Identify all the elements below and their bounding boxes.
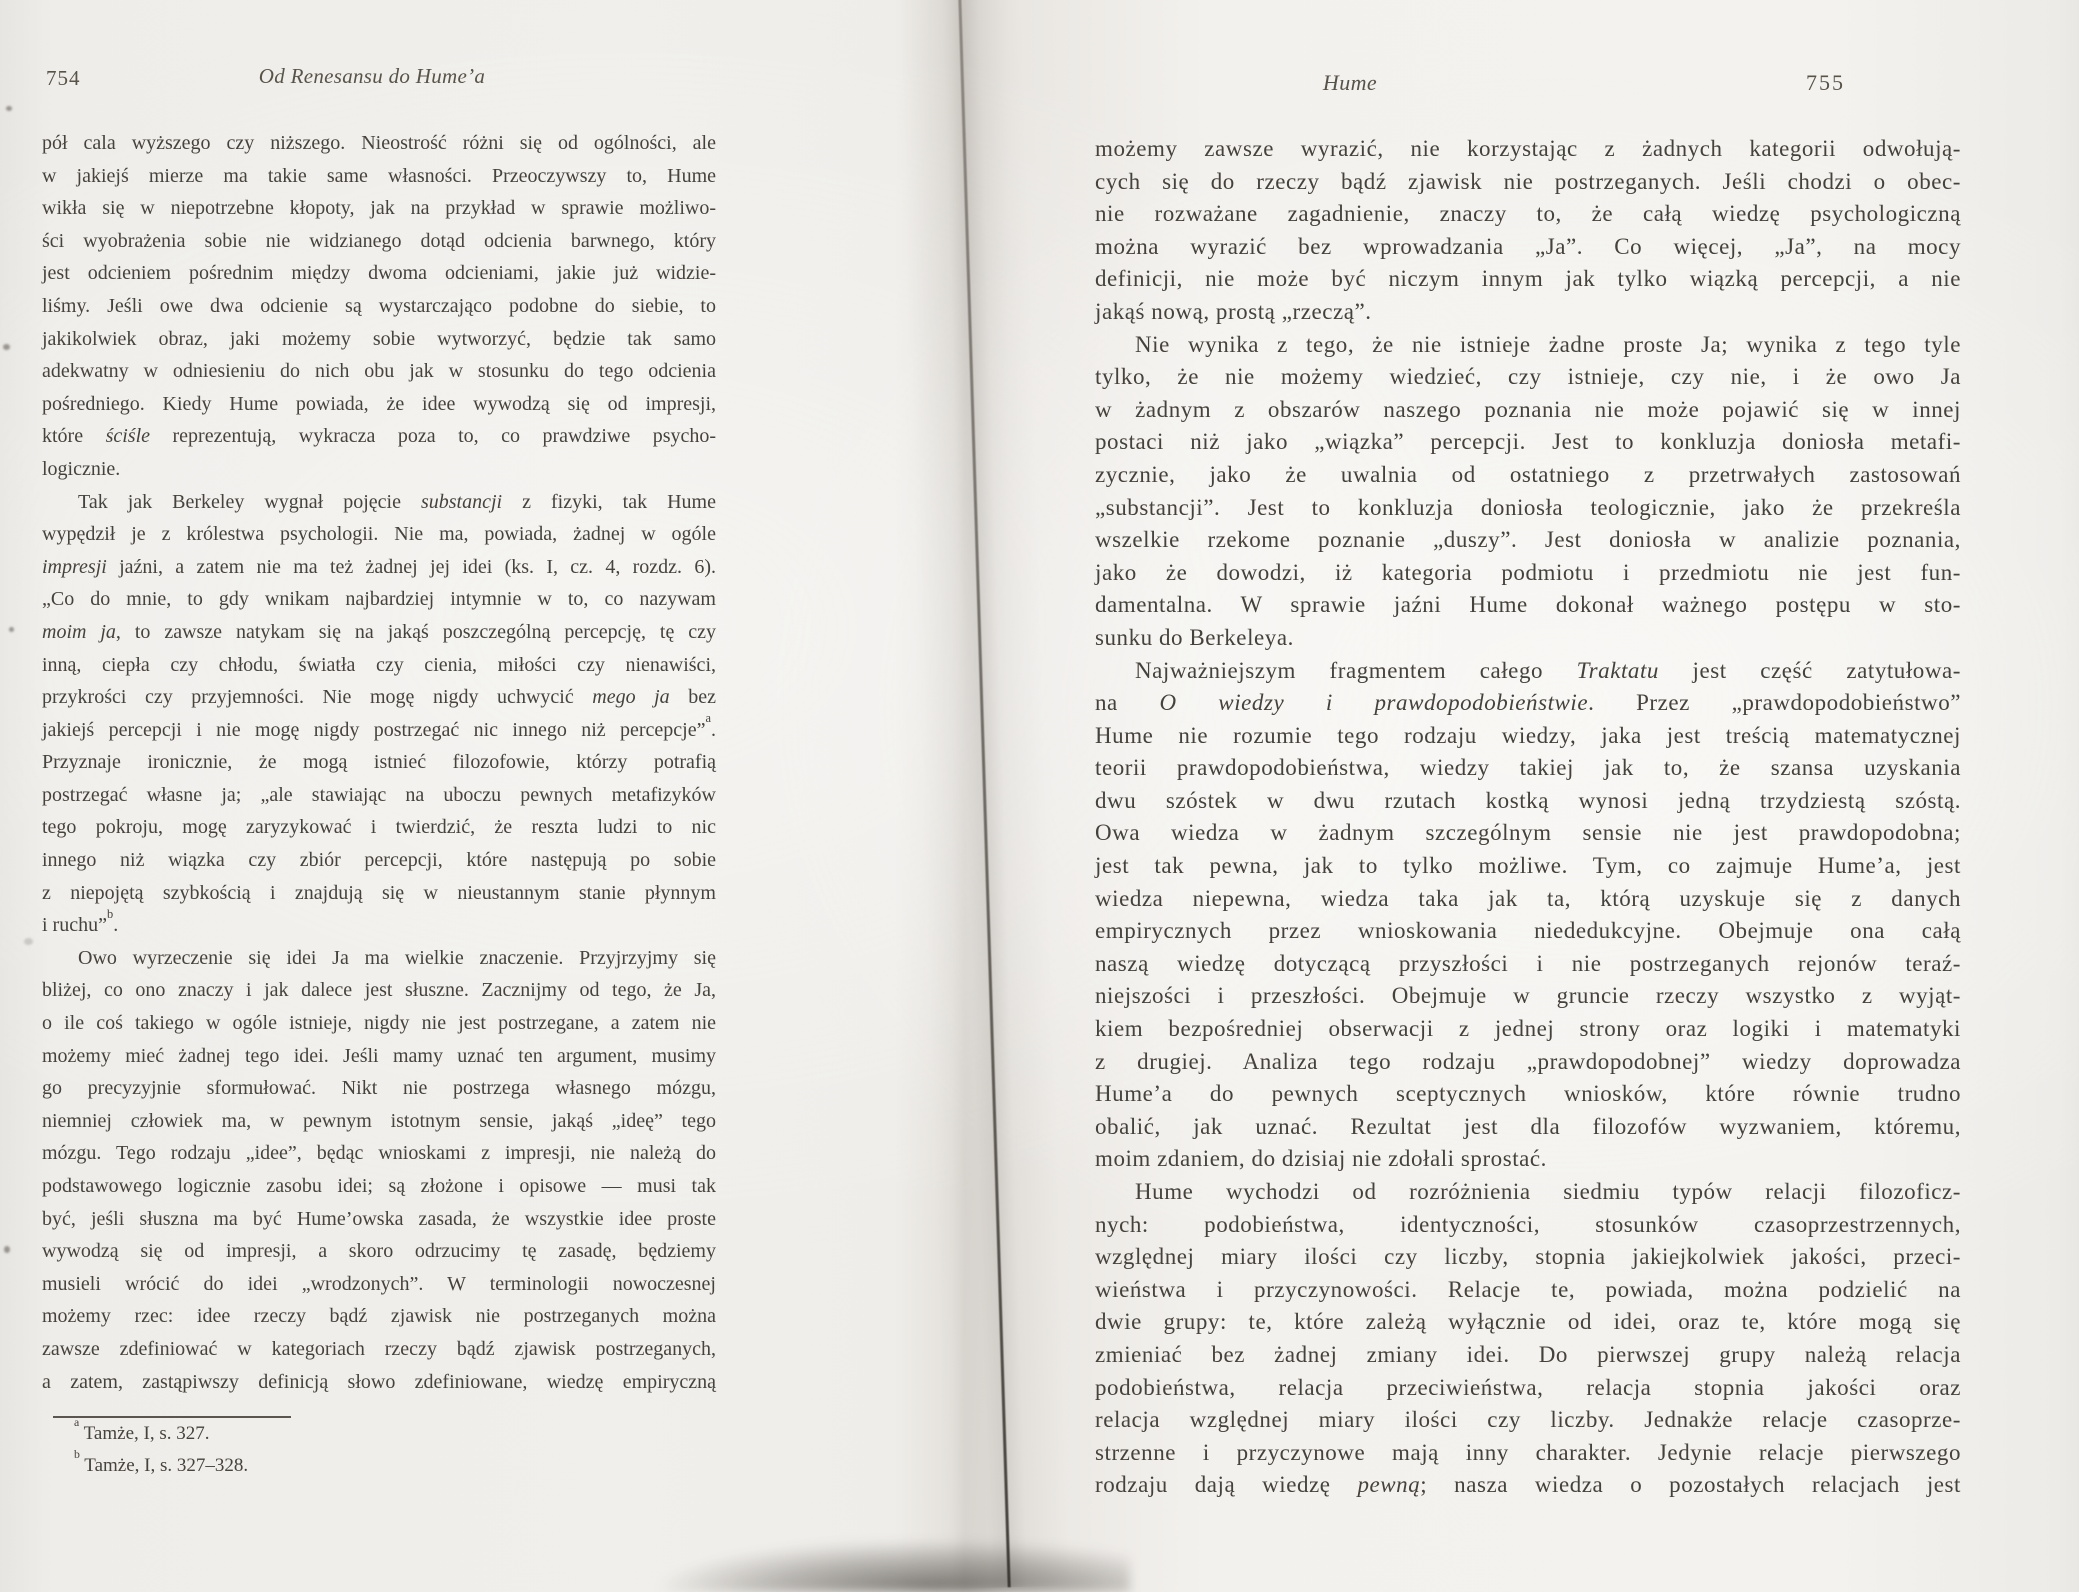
- text-line: wikła się w niepotrzebne kłopoty, jak na przykład w sprawie możliwo-: [42, 197, 716, 220]
- text-line: a zatem, zastąpiwszy definicją słowo zdefiniowane, wiedzę empiryczną: [42, 1370, 716, 1393]
- text-line: nych: podobieństwa, identyczności, stosunków czasoprzestrzennych,: [1095, 1211, 1961, 1237]
- text-line: w jakiejś mierze ma takie same własności. Przeoczywszy to, Hume: [42, 164, 716, 187]
- text-line: niejszości i przeszłości. Obejmuje w gruncie rzeczy wszystko z wyjąt-: [1095, 983, 1961, 1009]
- text-line: możemy mieć żadnej tego idei. Jeśli mamy uznać ten argument, musimy: [42, 1044, 716, 1067]
- text-line: Hume’a do pewnych sceptycznych wniosków, które równie trudno: [1095, 1081, 1961, 1107]
- scan-speck: [9, 627, 14, 632]
- text-line: liśmy. Jeśli owe dwa odcienie są wystarczająco podobne do siebie, to: [42, 294, 716, 317]
- text-line: dwie grupy: te, które zależą wyłącznie od idei, oraz te, które mogą się: [1095, 1309, 1961, 1335]
- text-line: cych się do rzeczy bądź zjawisk nie postrzeganych. Jeśli chodzi o obec-: [1095, 168, 1961, 194]
- scan-speck: [3, 344, 10, 350]
- text-line: ści wyobrażenia sobie nie widzianego dotąd odcienia barwnego, który: [42, 229, 716, 252]
- text-line: naszą wiedzę dotyczącą przyszłości i nie postrzeganych rejonów teraź-: [1095, 950, 1961, 976]
- text-line: sunku do Berkeleya.: [1095, 624, 1294, 650]
- text-line: go precyzyjnie sformułować. Nikt nie postrzega własnego mózgu,: [42, 1077, 716, 1100]
- footnote-2: [42, 1447, 716, 1482]
- text-line: obalić, jak uznać. Rezultat jest dla filozofów wyzwaniem, któremu,: [1095, 1113, 1961, 1139]
- footnote-text: Tamże, I, s. 327.: [79, 1423, 210, 1444]
- text-line: pół cala wyższego czy niższego. Nieostrość różni się od ogólności, ale: [42, 132, 716, 154]
- text-line: podstawowego logicznie zasobu idei; są złożone i opisowe — musi tak: [42, 1175, 716, 1197]
- text-line: postaci niż jako „wiązka” percepcji. Jest to konkluzja doniosła metafi-: [1095, 429, 1961, 455]
- text-line: Hume wychodzi od rozróżnienia siedmiu typów relacji filozoficz-: [1135, 1179, 1961, 1204]
- text-line: wywodzą się od impresji, a skoro odrzucimy tę zasadę, będziemy: [42, 1240, 716, 1263]
- page-number-left: 754: [46, 66, 81, 90]
- text-line: podobieństwa, relacja przeciwieństwa, relacja stopnia jakości oraz: [1095, 1374, 1961, 1400]
- text-line: niemniej człowiek ma, w pewnym istotnym sensie, jakąś „ideę” tego: [42, 1109, 716, 1132]
- text-line: z drugiej. Analiza tego rodzaju „prawdopodobnej” wiedzy doprowadza: [1095, 1048, 1961, 1074]
- page-number-right: 755: [1806, 70, 1845, 95]
- text-line: z niepojętą szybkością i znajdują się w nieustannym stanie płynnym: [42, 881, 716, 904]
- text-line: rodzaju dają wiedzę pewną; nasza wiedza o pozostałych relacjach jest: [1095, 1472, 1961, 1498]
- running-title-right: Hume: [1322, 70, 1378, 95]
- text-line: jakikolwiek obraz, jaki możemy sobie wytworzyć, będzie tak samo: [42, 327, 716, 350]
- text-line: być, jeśli słuszna ma być Hume’owska zasada, że wszystkie idee proste: [42, 1207, 716, 1230]
- text-line: które ściśle reprezentują, wykracza poza to, co prawdziwe psycho-: [42, 425, 717, 448]
- scan-speck: [6, 106, 12, 111]
- text-line: teorii prawdopodobieństwa, wiedzy takiej jak to, że szansa uzyskania: [1095, 755, 1961, 781]
- text-line: możemy rzec: idee rzeczy bądź zjawisk nie postrzeganych można: [42, 1305, 716, 1328]
- text-line: „substancji”. Jest to konkluzja doniosła teologicznie, jako że przekreśla: [1095, 494, 1961, 520]
- text-line: w żadnym z obszarów naszego poznania nie może pojawić się w innej: [1095, 396, 1961, 422]
- text-line: inną, ciepła czy chłodu, światła czy cienia, miłości czy nienawiści,: [42, 653, 716, 676]
- text-line: Owo wyrzeczenie się idei Ja ma wielkie znaczenie. Przyjrzyjmy się: [78, 946, 716, 969]
- text-line: jakiejś percepcji i nie mogę nigdy postrzegać nic innego niż percepcje”$^a$.: [42, 711, 716, 741]
- text-line: moim ja, to zawsze natykam się na jakąś poszczególną percepcję, tę czy: [42, 620, 716, 643]
- text-line: zawsze zdefiniować w kategoriach rzeczy bądź zjawisk postrzeganych,: [42, 1337, 716, 1360]
- text-line: wszelkie rzekome poznanie „duszy”. Jest doniosła w analizie poznania,: [1095, 527, 1961, 553]
- text-block-left: [42, 127, 716, 1398]
- text-line: tego pokroju, mogę zaryzykować i twierdzić, że reszta ludzi to nic: [42, 816, 716, 839]
- text-line: jako że dowodzi, iż kategoria podmiotu i przedmiotu nie jest fun-: [1095, 559, 1961, 585]
- text-line: pośredniego. Kiedy Hume powiada, że idee wywodzą się od impresji,: [42, 392, 716, 415]
- text-line: postrzegać własne ja; „ale stawiając na uboczu pewnych metafizyków: [42, 783, 716, 806]
- text-line: bliżej, co ono znaczy i jak dalece jest słuszne. Zacznijmy od tego, że Ja,: [42, 979, 716, 1002]
- text-line: „Co do mnie, to gdy wnikam najbardziej intymnie w to, co nazywam: [42, 588, 716, 611]
- text-line: damentalna. W sprawie jaźni Hume dokonał ważnego postępu w sto-: [1095, 592, 1961, 618]
- text-line: musieli wrócić do idei „wrodzonych”. W terminologii nowoczesnej: [42, 1272, 716, 1295]
- text-line: o ile coś takiego w ogóle istnieje, nigdy nie jest postrzegane, a zatem nie: [42, 1012, 716, 1035]
- text-line: moim zdaniem, do dzisiaj nie zdołali sprostać.: [1095, 1146, 1547, 1172]
- text-line: logicznie.: [42, 457, 121, 480]
- running-title-left: Od Renesansu do Hume’a: [258, 64, 486, 88]
- footnote-text: Tamże, I, s. 327–328.: [79, 1454, 249, 1476]
- text-line: jakąś nową, prostą „rzeczą”.: [1095, 298, 1372, 324]
- text-line: tylko, że nie możemy wiedzieć, czy istnieje, czy nie, i że owo Ja: [1095, 364, 1961, 390]
- text-line: impresji jaźni, a zatem nie ma też żadnej jej idei (ks. I, cz. 4, rozdz. 6).: [42, 555, 716, 578]
- text-line: względnej miary ilości czy liczby, stopnia jakiejkolwiek jakości, przeci-: [1095, 1244, 1961, 1270]
- scan-speck: [4, 1246, 10, 1253]
- footnotes-block: [42, 1416, 716, 1481]
- footnote-1: [42, 1418, 716, 1450]
- text-line: definicji, nie może być niczym innym jak tylko wiązką percepcji, a nie: [1095, 266, 1961, 292]
- text-line: na O wiedzy i prawdopodobieństwie. Przez „prawdopodobieństwo”: [1095, 690, 1962, 716]
- text-line: mózgu. Tego rodzaju „idee”, będąc wnioskami z impresji, nie należą do: [42, 1142, 716, 1165]
- text-line: Owa wiedza w żadnym szczególnym sensie nie jest prawdopodobna;: [1095, 820, 1961, 846]
- footnote-marker: a: [74, 1416, 80, 1430]
- text-line: kiem bezpośredniej obserwacji z jednej strony oraz logiki i matematyki: [1095, 1016, 1961, 1042]
- text-line: wieństwa i przyczynowości. Relacje te, powiada, można podzielić na: [1095, 1276, 1961, 1302]
- scan-speck: [24, 938, 33, 945]
- scan-smudge: [660, 1540, 1130, 1592]
- text-line: jest odcieniem pośrednim między dwoma odcieniami, jakie już widzie-: [42, 262, 716, 285]
- text-line: Najważniejszym fragmentem całego Traktatu jest część zatytułowa-: [1135, 657, 1961, 683]
- text-line: empirycznych przez wnioskowania niededukcyjne. Obejmuje ona całą: [1095, 918, 1961, 944]
- text-line: można wyrazić bez wprowadzania „Ja”. Co więcej, „Ja”, na mocy: [1095, 233, 1961, 259]
- text-line: strzenne i przyczynowe mają inny charakter. Jedynie relacje pierwszego: [1095, 1439, 1961, 1465]
- text-line: Hume nie rozumie tego rodzaju wiedzy, jaka jest treścią matematycznej: [1095, 722, 1961, 748]
- text-line: jest tak pewna, jak to tylko możliwe. Tym, co zajmuje Hume’a, jest: [1095, 853, 1961, 879]
- text-line: zycznie, jako że uwalnia od ostatniego z przetrwałych zastosowań: [1095, 461, 1961, 487]
- text-line: możemy zawsze wyrazić, nie korzystając z żadnych kategorii odwołują-: [1095, 136, 1961, 161]
- text-block-right: [1095, 133, 1961, 1502]
- text-line: wypędził je z królestwa psychologii. Nie ma, powiada, żadnej w ogóle: [42, 523, 716, 546]
- text-line: Nie wynika z tego, że nie istnieje żadne proste Ja; wynika z tego tyle: [1135, 331, 1961, 357]
- text-line: przykrości czy przyjemności. Nie mogę nigdy uchwycić mego ja bez: [42, 686, 716, 709]
- text-line: Tak jak Berkeley wygnał pojęcie substancji z fizyki, tak Hume: [78, 490, 716, 513]
- text-line: i ruchu”$^b$.: [42, 907, 119, 937]
- text-line: innego niż wiązka czy zbiór percepcji, które następują po sobie: [42, 849, 716, 872]
- text-line: nie rozważane zagadnienie, znaczy to, że całą wiedzę psychologiczną: [1095, 201, 1961, 227]
- text-line: zmieniać bez żadnej zmiany idei. Do pierwszej grupy należą relacja: [1095, 1341, 1961, 1367]
- footnote-marker: b: [74, 1447, 80, 1461]
- text-line: Przyznaje ironicznie, że mogą istnieć filozofowie, którzy potrafią: [42, 751, 716, 774]
- text-line: relacja względnej miary ilości czy liczby. Jednakże relacje czasoprze-: [1095, 1407, 1961, 1433]
- text-line: wiedza niepewna, wiedza taka jak ta, którą uzyskuje się z danych: [1095, 885, 1961, 911]
- text-line: adekwatny w odniesieniu do nich obu jak w stosunku do tego odcienia: [42, 360, 716, 383]
- text-line: dwu szóstek w dwu rzutach kostką wynosi jedną trzydziestą szóstą.: [1095, 787, 1961, 813]
